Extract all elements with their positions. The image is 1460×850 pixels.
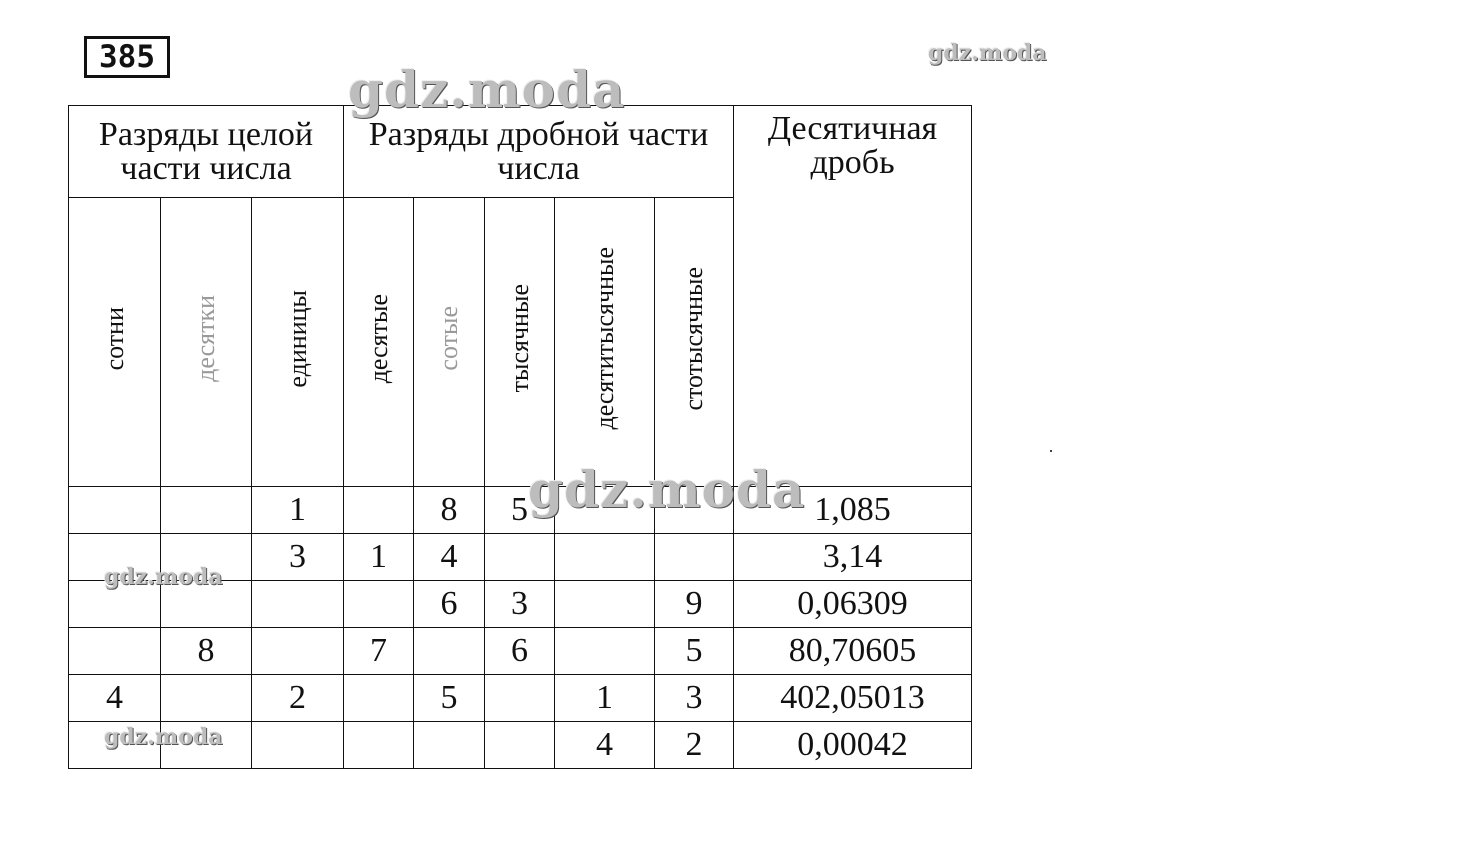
col-hundred-thousandths: стотысячные: [655, 198, 734, 487]
decimal-value-cell: 3,14: [734, 534, 972, 581]
digit-cell: 7: [344, 628, 414, 675]
col-tenths: десятые: [344, 198, 414, 487]
digit-cell: [161, 581, 252, 628]
col-thousandths: тысячные: [485, 198, 555, 487]
decimal-value-cell: 402,05013: [734, 675, 972, 722]
digit-cell: 4: [555, 722, 655, 769]
digit-cell: 3: [485, 581, 555, 628]
digit-cell: [344, 722, 414, 769]
table-row: [69, 487, 972, 534]
watermark: gdz.moda: [528, 460, 806, 519]
decimal-value-cell: 80,70605: [734, 628, 972, 675]
table-row: [69, 628, 972, 675]
digit-cell: [69, 487, 161, 534]
digit-cell: [344, 581, 414, 628]
digit-cell: 2: [252, 675, 344, 722]
table-row: [69, 722, 972, 769]
decimal-value-cell: 0,06309: [734, 581, 972, 628]
digit-cell: [69, 581, 161, 628]
fraction-digits-header: Разряды дробной части числа: [344, 106, 734, 198]
watermark: gdz.moda: [928, 40, 1047, 66]
digit-cell: [252, 722, 344, 769]
digit-cell: [414, 722, 485, 769]
digit-cell: [485, 722, 555, 769]
digit-cell: [555, 628, 655, 675]
digit-cell: [555, 581, 655, 628]
digit-cell: [344, 487, 414, 534]
digit-cell: [655, 487, 734, 534]
digit-cell: 1: [555, 675, 655, 722]
decimal-value-cell: 1,085: [734, 487, 972, 534]
col-ten-thousandths: десятитысячные: [555, 198, 655, 487]
digit-cell: [69, 628, 161, 675]
decimal-value-cell: 0,00042: [734, 722, 972, 769]
task-number: 385: [84, 36, 170, 78]
digit-cell: 6: [485, 628, 555, 675]
col-hundredths: сотые: [414, 198, 485, 487]
digit-cell: [252, 581, 344, 628]
watermark: gdz.moda: [348, 60, 626, 119]
digit-cell: 3: [655, 675, 734, 722]
digit-cell: 4: [414, 534, 485, 581]
col-tens: десятки: [161, 198, 252, 487]
col-hundreds: сотни: [69, 198, 161, 487]
digit-cell: [555, 487, 655, 534]
place-value-table: [68, 105, 972, 769]
decimal-fraction-header: Десятичная дробь: [734, 106, 972, 487]
digit-cell: [161, 487, 252, 534]
digit-cell: 4: [69, 675, 161, 722]
integer-digits-header: Разряды целой части числа: [69, 106, 344, 198]
digit-cell: [485, 675, 555, 722]
digit-cell: 5: [485, 487, 555, 534]
table-row: [69, 581, 972, 628]
digit-cell: [655, 534, 734, 581]
digit-cell: 5: [414, 675, 485, 722]
digit-cell: [161, 675, 252, 722]
digit-cell: 1: [252, 487, 344, 534]
watermark: gdz.moda: [104, 564, 223, 590]
digit-cell: [414, 628, 485, 675]
table-row: [69, 675, 972, 722]
digit-cell: [252, 628, 344, 675]
table-row: [69, 534, 972, 581]
digit-cell: 1: [344, 534, 414, 581]
digit-cell: [69, 534, 161, 581]
digit-cell: [555, 534, 655, 581]
digit-cell: 5: [655, 628, 734, 675]
digit-cell: [69, 722, 161, 769]
digit-cell: [161, 722, 252, 769]
digit-cell: [485, 534, 555, 581]
col-units: единицы: [252, 198, 344, 487]
digit-cell: 8: [414, 487, 485, 534]
digit-cell: 8: [161, 628, 252, 675]
digit-cell: 9: [655, 581, 734, 628]
digit-cell: [344, 675, 414, 722]
digit-cell: 3: [252, 534, 344, 581]
speck: [1050, 450, 1052, 452]
digit-cell: 6: [414, 581, 485, 628]
header-row: [69, 106, 972, 198]
digit-cell: 2: [655, 722, 734, 769]
watermark: gdz.moda: [104, 724, 223, 750]
digit-cell: [161, 534, 252, 581]
